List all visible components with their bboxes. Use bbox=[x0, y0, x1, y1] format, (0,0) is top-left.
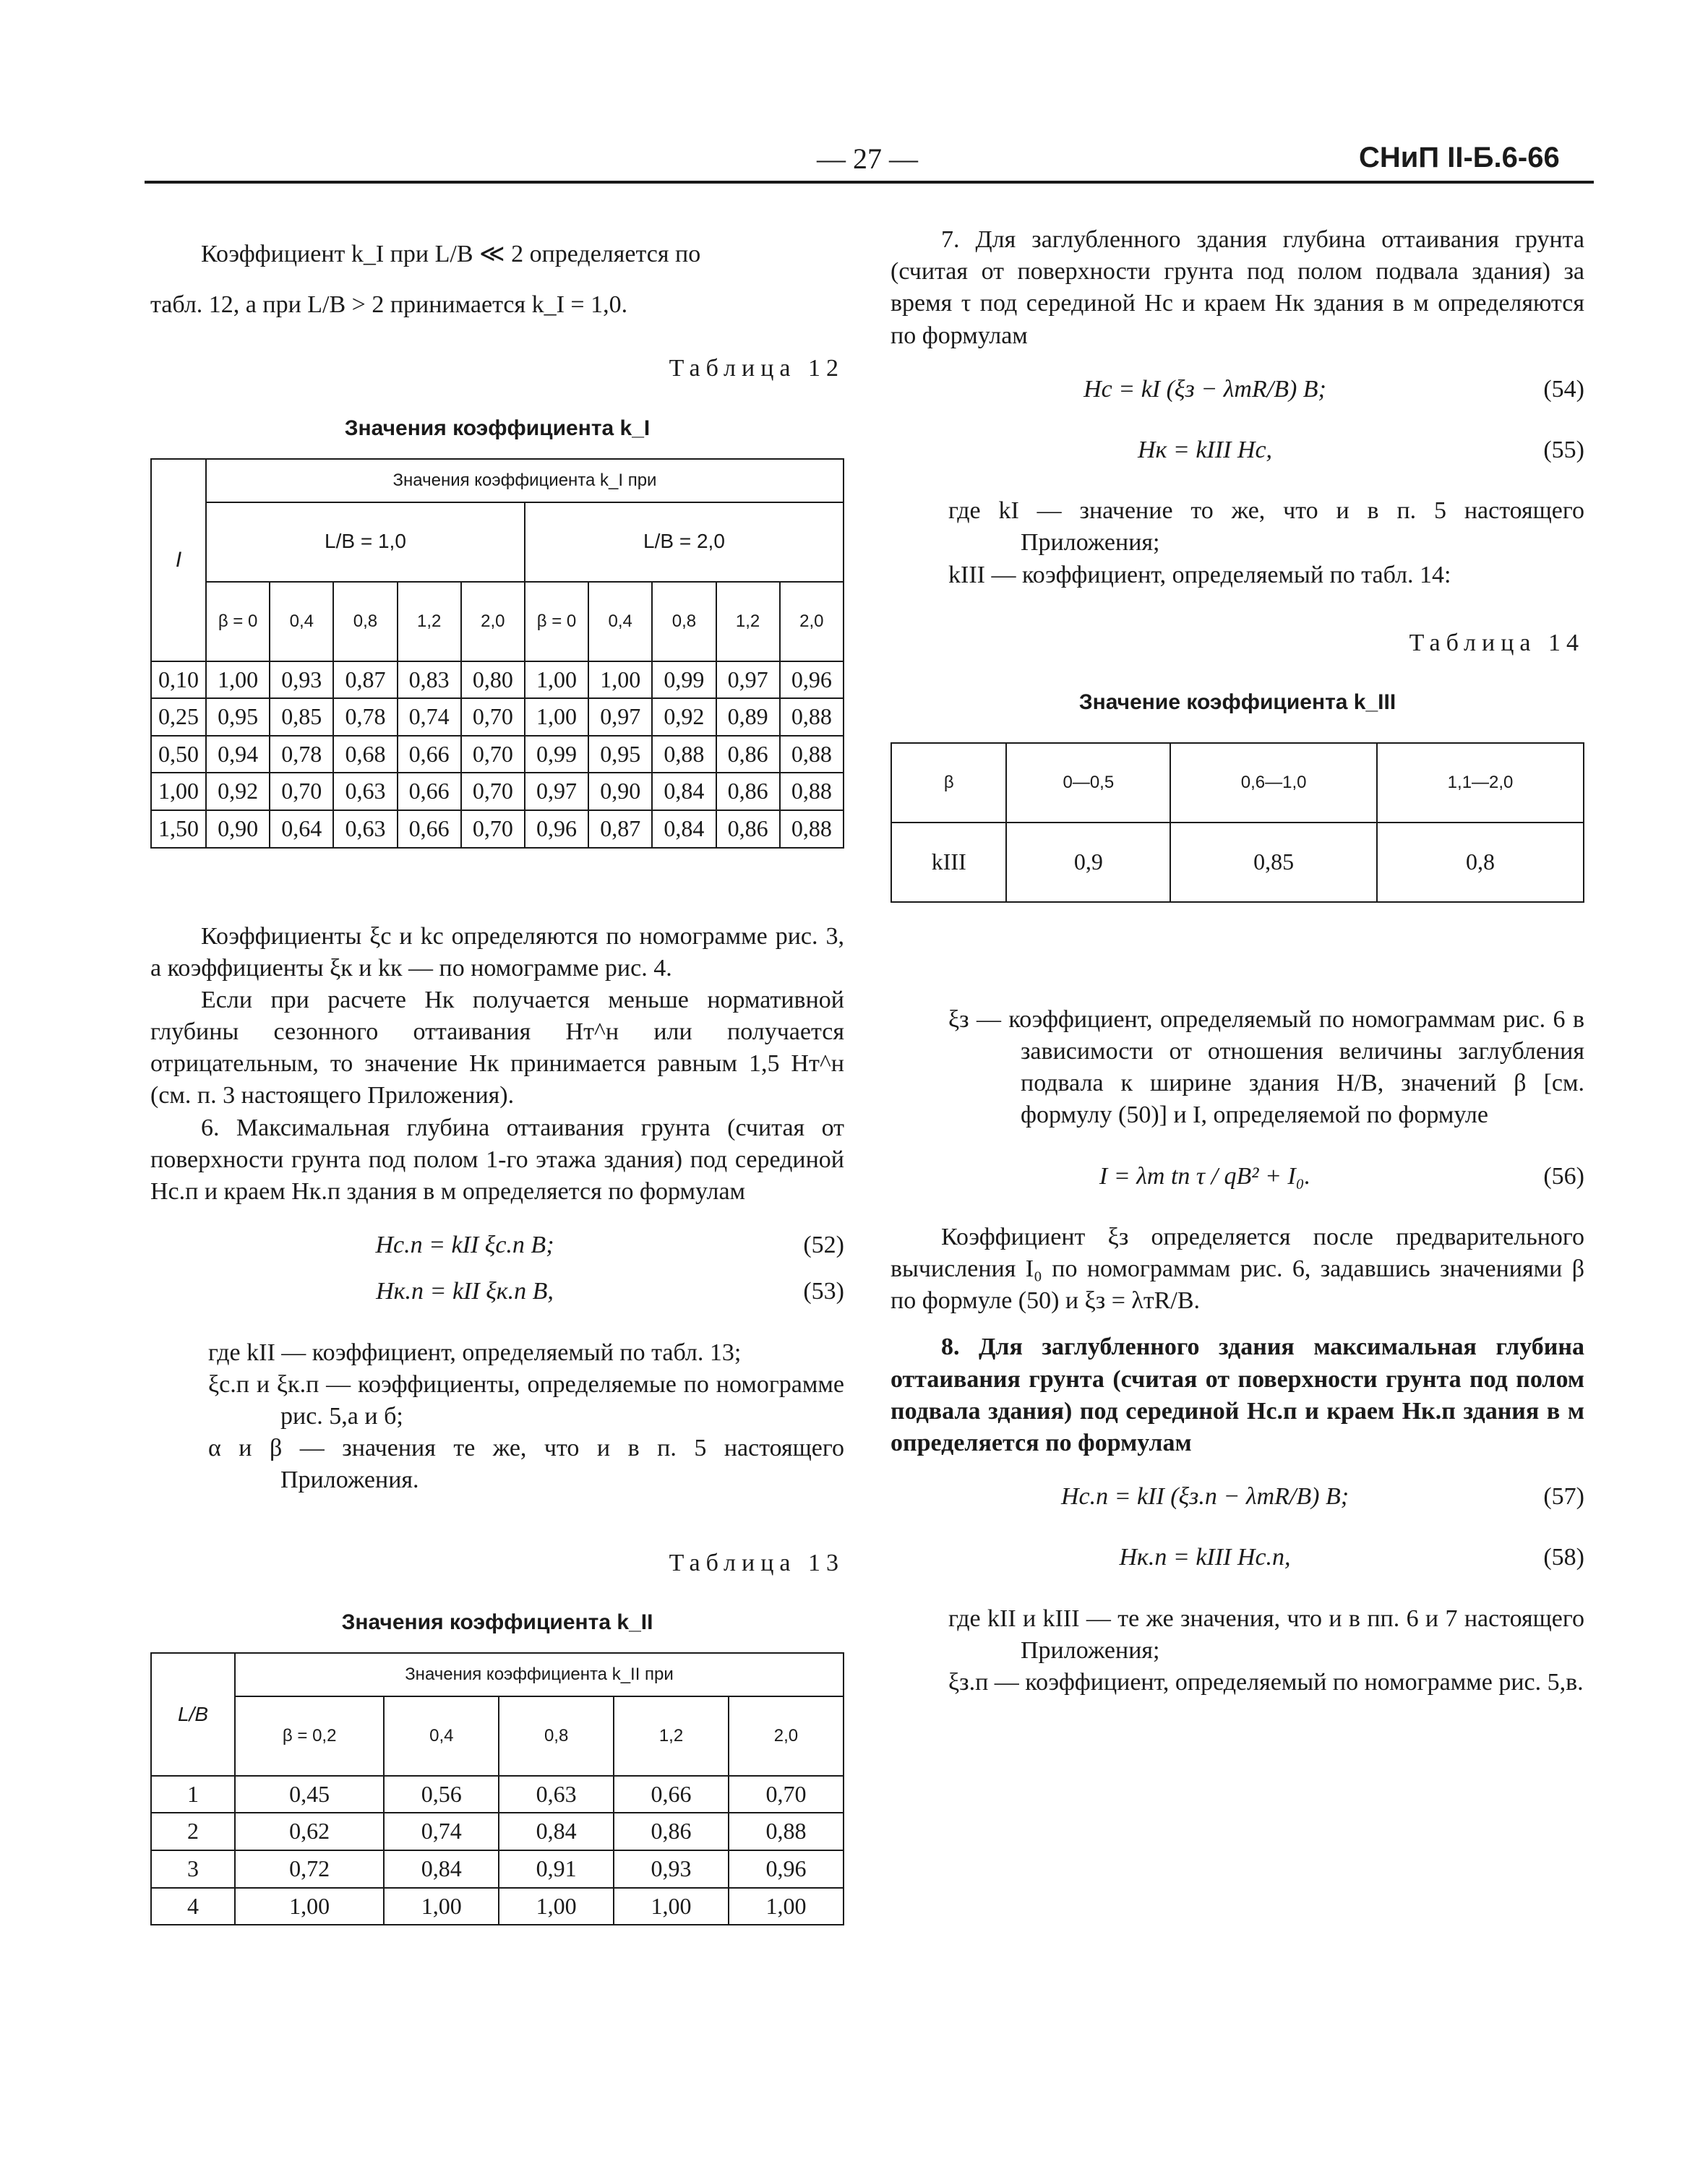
table-cell: 0,56 bbox=[384, 1776, 499, 1813]
table-cell: 0,95 bbox=[206, 698, 270, 736]
coef-xi-paragraph: Коэффициент ξз определяется после предварительного вычисления I₀ по номограммам рис. 6, задавшись значениями β по формуле (50) и ξз = λтR/B. bbox=[891, 1223, 1584, 1315]
formula-57 bbox=[891, 1481, 1584, 1513]
document-code: СНиП II-Б.6-66 bbox=[1359, 142, 1560, 173]
formula-55-number: (55) bbox=[1543, 436, 1584, 463]
where-list-right-2 bbox=[891, 1004, 1584, 1132]
table-cell: 0,86 bbox=[716, 736, 780, 773]
table-row bbox=[151, 773, 844, 810]
table-cell: 0,63 bbox=[333, 810, 397, 848]
table-cell: 1,00 bbox=[499, 1888, 614, 1925]
table-row bbox=[151, 810, 844, 848]
table-cell: 1,00 bbox=[588, 661, 652, 699]
where-item: ξз.п — коэффициент, определяемый по номограмме рис. 5,в. bbox=[948, 1668, 1584, 1696]
table13 bbox=[150, 1652, 844, 1925]
table12-beta-header: 2,0 bbox=[780, 582, 844, 661]
table12-title: Таблица 12 bbox=[669, 355, 844, 382]
table-cell: 0,87 bbox=[333, 661, 397, 699]
table-cell: 0,64 bbox=[270, 810, 333, 848]
formula-56-number: (56) bbox=[1543, 1162, 1584, 1190]
table-cell: 0,99 bbox=[652, 661, 716, 699]
formula-56 bbox=[891, 1161, 1584, 1193]
table-cell: 0,86 bbox=[716, 810, 780, 848]
table-cell: 0,94 bbox=[206, 736, 270, 773]
where-item: ξс.п и ξк.п — коэффициенты, определяемые по номограмме рис. 5,а и б; bbox=[208, 1370, 844, 1430]
table14-value-cell: 0,9 bbox=[1006, 823, 1170, 902]
table-cell: 0,10 bbox=[151, 661, 206, 699]
table-cell: 0,50 bbox=[151, 736, 206, 773]
formula-58-number: (58) bbox=[1543, 1544, 1584, 1571]
table-cell: 0,70 bbox=[270, 773, 333, 810]
table12-beta-header: 0,8 bbox=[652, 582, 716, 661]
table-cell: 2 bbox=[151, 1813, 235, 1850]
formula-55 bbox=[891, 434, 1584, 466]
table-cell: 0,84 bbox=[652, 810, 716, 848]
coef-paragraph: Коэффициенты ξс и kс определяются по номограмме рис. 3, а коэффициенты ξк и kк — по номограмме рис. 4. bbox=[150, 922, 844, 982]
table-cell: 0,96 bbox=[780, 661, 844, 699]
table-cell: 1,00 bbox=[206, 661, 270, 699]
table13-beta-header: 0,8 bbox=[499, 1696, 614, 1776]
table12-beta-header: 0,4 bbox=[588, 582, 652, 661]
table-cell: 0,63 bbox=[499, 1776, 614, 1813]
table14 bbox=[891, 742, 1584, 903]
where-item: где kII и kIII — те же значения, что и в пп. 6 и 7 настоящего Приложения; bbox=[948, 1605, 1584, 1664]
table13-lb-header: L/B bbox=[151, 1653, 235, 1776]
table-cell: 1 bbox=[151, 1776, 235, 1813]
table14-title: Таблица 14 bbox=[1409, 629, 1584, 656]
table-cell: 0,88 bbox=[780, 698, 844, 736]
table-cell: 0,62 bbox=[235, 1813, 384, 1850]
table-cell: 0,99 bbox=[525, 736, 588, 773]
table-row bbox=[151, 698, 844, 736]
if-paragraph: Если при расчете Hк получается меньше нормативной глубины сезонного оттаивания Hт^н или получается отрицательным, то значение Hк принимается равным 1,5 Hт^н (см. п. 3 настоящего Приложения). bbox=[150, 986, 844, 1109]
table-cell: 0,96 bbox=[729, 1850, 844, 1888]
table-cell: 1,00 bbox=[151, 773, 206, 810]
table-cell: 0,63 bbox=[333, 773, 397, 810]
table-cell: 0,84 bbox=[384, 1850, 499, 1888]
table-cell: 0,97 bbox=[525, 773, 588, 810]
section-6: 6. Максимальная глубина оттаивания грунта (считая от поверхности грунта под полом 1-го этажа здания) под серединой Hс.п и краем Hк.п здания в м определяется по формулам bbox=[150, 1114, 844, 1206]
intro-line-2: табл. 12, а при L/B > 2 принимается k_I = 1,0. bbox=[150, 291, 628, 319]
table-cell: 0,72 bbox=[235, 1850, 384, 1888]
header-rule bbox=[145, 181, 1594, 184]
table12 bbox=[150, 458, 844, 849]
table-cell: 0,93 bbox=[270, 661, 333, 699]
table13-caption: Значения коэффициента k_II bbox=[341, 1610, 653, 1634]
table13-beta-header: 2,0 bbox=[729, 1696, 844, 1776]
table-cell: 0,95 bbox=[588, 736, 652, 773]
table12-beta-header: 1,2 bbox=[716, 582, 780, 661]
table-cell: 1,00 bbox=[384, 1888, 499, 1925]
formula-57-number: (57) bbox=[1543, 1483, 1584, 1511]
table14-caption: Значение коэффициента k_III bbox=[1078, 690, 1396, 714]
table12-beta-header: β = 0 bbox=[525, 582, 588, 661]
table-cell: 1,00 bbox=[235, 1888, 384, 1925]
table13-beta-header: 0,4 bbox=[384, 1696, 499, 1776]
table-cell: 0,97 bbox=[588, 698, 652, 736]
table-cell: 0,90 bbox=[588, 773, 652, 810]
table-cell: 0,80 bbox=[461, 661, 525, 699]
table13-beta-header: 1,2 bbox=[614, 1696, 729, 1776]
formula-52-number: (52) bbox=[803, 1232, 844, 1259]
table-cell: 0,68 bbox=[333, 736, 397, 773]
table-cell: 0,25 bbox=[151, 698, 206, 736]
table-cell: 0,85 bbox=[270, 698, 333, 736]
where-item: где kI — значение то же, что и в п. 5 настоящего Приложения; bbox=[948, 497, 1584, 557]
table14-header-cell: β bbox=[891, 743, 1006, 823]
table-cell: 1,00 bbox=[525, 661, 588, 699]
table14-header-cell: 1,1—2,0 bbox=[1377, 743, 1584, 823]
intro-line-1: Коэффициент k_I при L/B ≪ 2 определяется по bbox=[201, 241, 701, 267]
table-cell: 0,88 bbox=[780, 773, 844, 810]
where-item: kIII — коэффициент, определяемый по табл. 14: bbox=[948, 561, 1451, 588]
where-item: где kII — коэффициент, определяемый по табл. 13; bbox=[208, 1339, 742, 1366]
table-cell: 1,50 bbox=[151, 810, 206, 848]
table-cell: 1,00 bbox=[729, 1888, 844, 1925]
table-cell: 3 bbox=[151, 1850, 235, 1888]
table-cell: 0,70 bbox=[461, 736, 525, 773]
table-cell: 4 bbox=[151, 1888, 235, 1925]
formula-52-text: Hс.п = kII ξс.п B; bbox=[375, 1232, 554, 1259]
table12-lb2: L/B = 2,0 bbox=[525, 502, 844, 582]
table14-value-cell: 0,8 bbox=[1377, 823, 1584, 902]
table-cell: 0,91 bbox=[499, 1850, 614, 1888]
table-cell: 0,83 bbox=[398, 661, 461, 699]
table-cell: 0,84 bbox=[499, 1813, 614, 1850]
table-cell: 0,86 bbox=[716, 773, 780, 810]
table-cell: 0,66 bbox=[398, 773, 461, 810]
table-row bbox=[151, 1850, 844, 1888]
formula-54 bbox=[891, 374, 1584, 405]
table-cell: 0,96 bbox=[525, 810, 588, 848]
formula-55-text: Hк = kIII Hс, bbox=[1137, 436, 1273, 463]
table-cell: 1,00 bbox=[525, 698, 588, 736]
table-cell: 0,87 bbox=[588, 810, 652, 848]
table-row bbox=[151, 736, 844, 773]
table-cell: 0,66 bbox=[614, 1776, 729, 1813]
formula-53-number: (53) bbox=[803, 1278, 844, 1305]
table13-header: Значения коэффициента k_II при bbox=[235, 1653, 844, 1696]
table-cell: 0,78 bbox=[270, 736, 333, 773]
table-cell: 0,70 bbox=[461, 698, 525, 736]
table12-beta-header: 0,4 bbox=[270, 582, 333, 661]
where-list-right-1 bbox=[891, 495, 1584, 591]
formula-56-text: I = λт tп τ / qB² + I₀. bbox=[1099, 1162, 1311, 1190]
table12-lb1: L/B = 1,0 bbox=[206, 502, 525, 582]
where-item: ξз — коэффициент, определяемый по номограммам рис. 6 в зависимости от отношения величины заглубления подвала к ширине здания H/B, значений β [см. формулу (50)] и I, определяемой по формуле bbox=[948, 1005, 1584, 1129]
formula-54-number: (54) bbox=[1543, 375, 1584, 403]
table12-beta-header: 1,2 bbox=[398, 582, 461, 661]
table-cell: 0,70 bbox=[729, 1776, 844, 1813]
where-item: α и β — значения те же, что и в п. 5 настоящего Приложения. bbox=[208, 1435, 844, 1494]
table13-title: Таблица 13 bbox=[669, 1549, 844, 1576]
table12-beta-header: β = 0 bbox=[206, 582, 270, 661]
table-cell: 0,78 bbox=[333, 698, 397, 736]
table-row bbox=[151, 661, 844, 699]
table-cell: 0,92 bbox=[206, 773, 270, 810]
table-cell: 1,00 bbox=[614, 1888, 729, 1925]
page-number: — 27 — bbox=[817, 142, 918, 175]
table-cell: 0,89 bbox=[716, 698, 780, 736]
formula-53 bbox=[150, 1276, 844, 1308]
table-row bbox=[151, 1776, 844, 1813]
table12-beta-header: 0,8 bbox=[333, 582, 397, 661]
table12-header: Значения коэффициента k_I при bbox=[206, 459, 844, 502]
table12-beta-header: 2,0 bbox=[461, 582, 525, 661]
table-cell: 0,88 bbox=[780, 736, 844, 773]
table13-beta-header: β = 0,2 bbox=[235, 1696, 384, 1776]
formula-52 bbox=[150, 1229, 844, 1261]
table-cell: 0,92 bbox=[652, 698, 716, 736]
table-cell: 0,90 bbox=[206, 810, 270, 848]
table12-caption: Значения коэффициента k_I bbox=[344, 416, 651, 440]
table-cell: 0,84 bbox=[652, 773, 716, 810]
table-cell: 0,86 bbox=[614, 1813, 729, 1850]
table-cell: 0,70 bbox=[461, 810, 525, 848]
table14-value-cell: 0,85 bbox=[1170, 823, 1377, 902]
section-8: 8. Для заглубленного здания максимальная глубина оттаивания грунта (считая от поверхности грунта под полом подвала здания) под серединой Hс.п и краем Hк.п здания в м определяется по формулам bbox=[891, 1334, 1584, 1456]
formula-57-text: Hс.п = kII (ξз.п − λтR/B) B; bbox=[1060, 1483, 1349, 1511]
formula-53-text: Hк.п = kII ξк.п B, bbox=[376, 1278, 554, 1305]
table-cell: 0,45 bbox=[235, 1776, 384, 1813]
table-cell: 0,70 bbox=[461, 773, 525, 810]
table-row bbox=[151, 1813, 844, 1850]
where-list-right-3 bbox=[891, 1603, 1584, 1699]
table-cell: 0,74 bbox=[384, 1813, 499, 1850]
table14-header-cell: 0,6—1,0 bbox=[1170, 743, 1377, 823]
where-list-left bbox=[150, 1337, 844, 1497]
table-cell: 0,88 bbox=[729, 1813, 844, 1850]
table-cell: 0,88 bbox=[652, 736, 716, 773]
table-row bbox=[151, 1888, 844, 1925]
right-column bbox=[891, 224, 1584, 1699]
formula-54-text: Hс = kI (ξз − λтR/B) B; bbox=[1083, 375, 1326, 403]
section-7: 7. Для заглубленного здания глубина оттаивания грунта (считая от поверхности грунта под полом подвала здания) за время τ под серединой Hс и краем Hк здания в м определяются по формулам bbox=[891, 226, 1584, 349]
formula-58 bbox=[891, 1542, 1584, 1573]
formula-58-text: Hк.п = kIII Hс.п, bbox=[1119, 1544, 1291, 1571]
table-cell: 0,74 bbox=[398, 698, 461, 736]
table12-i-header: I bbox=[151, 459, 206, 661]
table14-value-cell: kIII bbox=[891, 823, 1006, 902]
table-cell: 0,93 bbox=[614, 1850, 729, 1888]
table-cell: 0,88 bbox=[780, 810, 844, 848]
table-cell: 0,66 bbox=[398, 736, 461, 773]
table14-header-cell: 0—0,5 bbox=[1006, 743, 1170, 823]
left-column bbox=[150, 239, 844, 1925]
table-cell: 0,66 bbox=[398, 810, 461, 848]
table-cell: 0,97 bbox=[716, 661, 780, 699]
